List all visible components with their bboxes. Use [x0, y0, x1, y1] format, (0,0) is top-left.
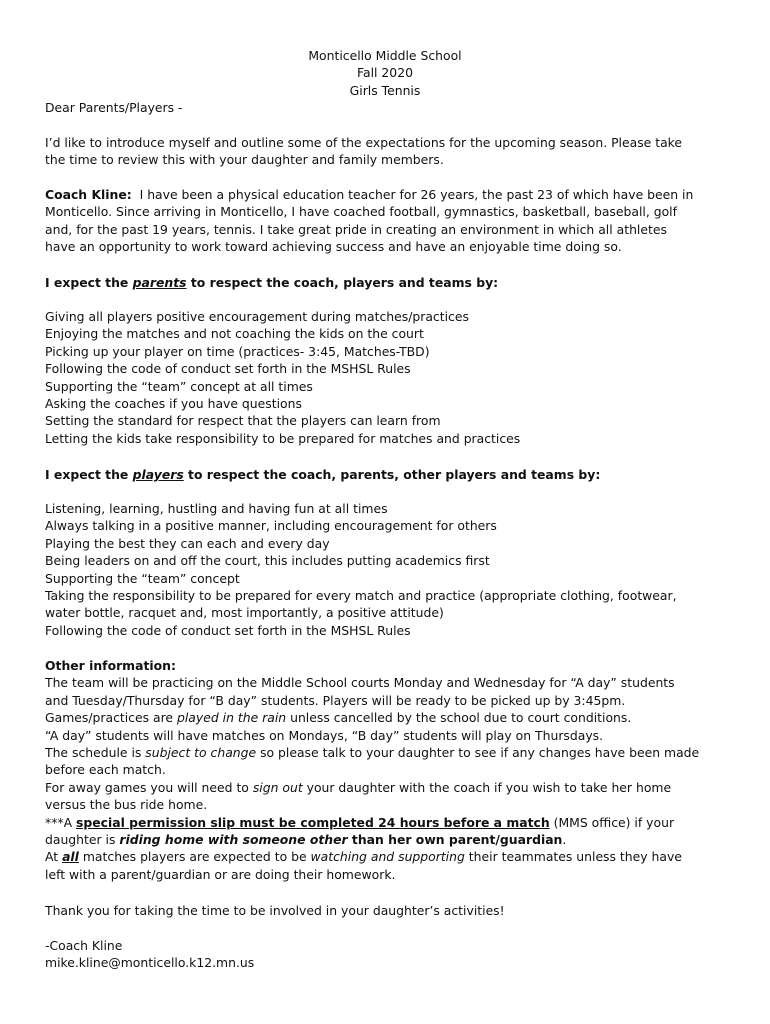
away-em: sign out [252, 779, 303, 795]
coach-bio-text: I have been a physical education teacher for 26 years, the past 23 of which have been in [131, 187, 694, 202]
schedule-pre: The schedule is [45, 744, 146, 760]
slip-pre: ***A [45, 814, 77, 830]
parents-heading-line [45, 274, 725, 291]
slip2-post: . [562, 831, 567, 847]
list-item: water bottle, racquet and, most importantly, a positive attitude) [45, 605, 444, 621]
info-line: and Tuesday/Thursday for “B day” students. Players will be ready to be picked up by 3:45pm. [45, 692, 626, 708]
info-line: “A day” students will have matches on Mondays, “B day” students will play on Thursdays. [45, 727, 604, 743]
info-line [45, 814, 725, 831]
intro-paragraph [45, 134, 725, 169]
coach-bio [45, 186, 725, 256]
signature-name: -Coach Kline [45, 938, 123, 953]
closing: Thank you for taking the time to be involved in your daughter’s activities! [45, 903, 505, 918]
slip2-pre: daughter is [45, 831, 120, 847]
info-line: The team will be practicing on the Middle School courts Monday and Wednesday for “A day” students [45, 675, 675, 691]
list-item: Taking the responsibility to be prepared for every match and practice (appropriate clothing, footwear, [45, 587, 677, 603]
list-item: Supporting the “team” concept at all times [45, 378, 313, 394]
all-mid: matches players are expected to be [78, 849, 311, 865]
schedule-em: subject to change [145, 744, 257, 760]
all-pre: At [45, 849, 63, 865]
slip2-bold: than her own parent/guardian [347, 831, 563, 847]
greeting: Dear Parents/Players - [45, 100, 183, 115]
term: Fall 2020 [357, 65, 413, 81]
list-item: Enjoying the matches and not coaching the kids on the court [45, 326, 424, 342]
players-heading-line [45, 466, 725, 483]
list-item: Letting the kids take responsibility to be prepared for matches and practices [45, 430, 521, 446]
signature-block [45, 937, 725, 972]
list-item: Listening, learning, hustling and having fun at all times [45, 501, 388, 516]
all-em2: watching and supporting [310, 849, 465, 865]
school-name: Monticello Middle School [308, 48, 462, 63]
other-information [45, 657, 725, 883]
coach-bio-line: and, for the past 19 years, tennis. I take great pride in creating an environment in which all athletes [45, 221, 667, 237]
greeting-block [45, 99, 725, 116]
team-name: Girls Tennis [349, 82, 421, 98]
coach-bio-line: have an opportunity to work toward achieving success and have an enjoyable time doing so. [45, 239, 622, 255]
info-line: left with a parent/guardian or are doing their homework. [45, 866, 396, 882]
info-line: before each match. [45, 762, 166, 778]
list-item: Following the code of conduct set forth in the MSHSL Rules [45, 361, 411, 377]
rain-post: unless cancelled by the school due to court conditions. [286, 710, 632, 726]
slip2-em: riding home with someone other [119, 831, 348, 847]
closing-block [45, 902, 725, 919]
list-item: Picking up your player on time (practices- 3:45, Matches-TBD) [45, 343, 430, 359]
intro-line: the time to review this with your daughter and family members. [45, 152, 444, 168]
parents-heading-pre: I expect the [45, 275, 133, 290]
coach-bio-line: Monticello. Since arriving in Monticello, I have coached football, gymnastics, basketball, baseball, golf [45, 204, 677, 220]
parents-heading-post: to respect the coach, players and teams by: [186, 275, 499, 290]
all-em: all [62, 849, 79, 865]
players-heading-pre: I expect the [45, 467, 133, 482]
info-line [45, 848, 725, 865]
list-item: Playing the best they can each and every day [45, 535, 330, 551]
info-line: versus the bus ride home. [45, 797, 208, 813]
parents-heading-em: parents [132, 275, 187, 290]
info-line [45, 779, 725, 796]
players-heading [45, 466, 725, 483]
slip-post: (MMS office) if your [549, 814, 675, 830]
away-pre: For away games you will need to [45, 779, 253, 795]
away-post: your daughter with the coach if you wish to take her home [302, 779, 672, 795]
info-line [45, 709, 725, 726]
coach-bio-line [45, 186, 725, 203]
letter-header [0, 47, 770, 99]
slip-bold: special permission slip must be completed 24 hours before a match [76, 814, 550, 830]
players-heading-post: to respect the coach, parents, other players and teams by: [183, 467, 601, 482]
schedule-post: so please talk to your daughter to see if any changes have been made [256, 744, 700, 760]
other-info-heading: Other information: [45, 658, 176, 673]
list-item: Following the code of conduct set forth in the MSHSL Rules [45, 622, 411, 638]
list-item: Setting the standard for respect that the players can learn from [45, 413, 441, 429]
coach-bio-label: Coach Kline: [45, 187, 132, 202]
list-item: Asking the coaches if you have questions [45, 395, 302, 411]
signature-email[interactable]: mike.kline@monticello.k12.mn.us [45, 955, 255, 971]
rain-pre: Games/practices are [45, 710, 177, 726]
list-item: Being leaders on and off the court, this includes putting academics first [45, 553, 490, 569]
all-post: their teammates unless they have [464, 849, 682, 865]
parents-list [45, 308, 725, 447]
info-line [45, 744, 725, 761]
list-item: Giving all players positive encouragement during matches/practices [45, 309, 469, 324]
intro-line: I’d like to introduce myself and outline some of the expectations for the upcoming season. Please take [45, 135, 683, 150]
info-line [45, 831, 725, 848]
players-list [45, 500, 725, 639]
list-item: Always talking in a positive manner, including encouragement for others [45, 518, 497, 534]
parents-heading [45, 274, 725, 291]
list-item: Supporting the “team” concept [45, 570, 240, 586]
rain-em: played in the rain [177, 710, 287, 726]
players-heading-em: players [132, 467, 184, 482]
